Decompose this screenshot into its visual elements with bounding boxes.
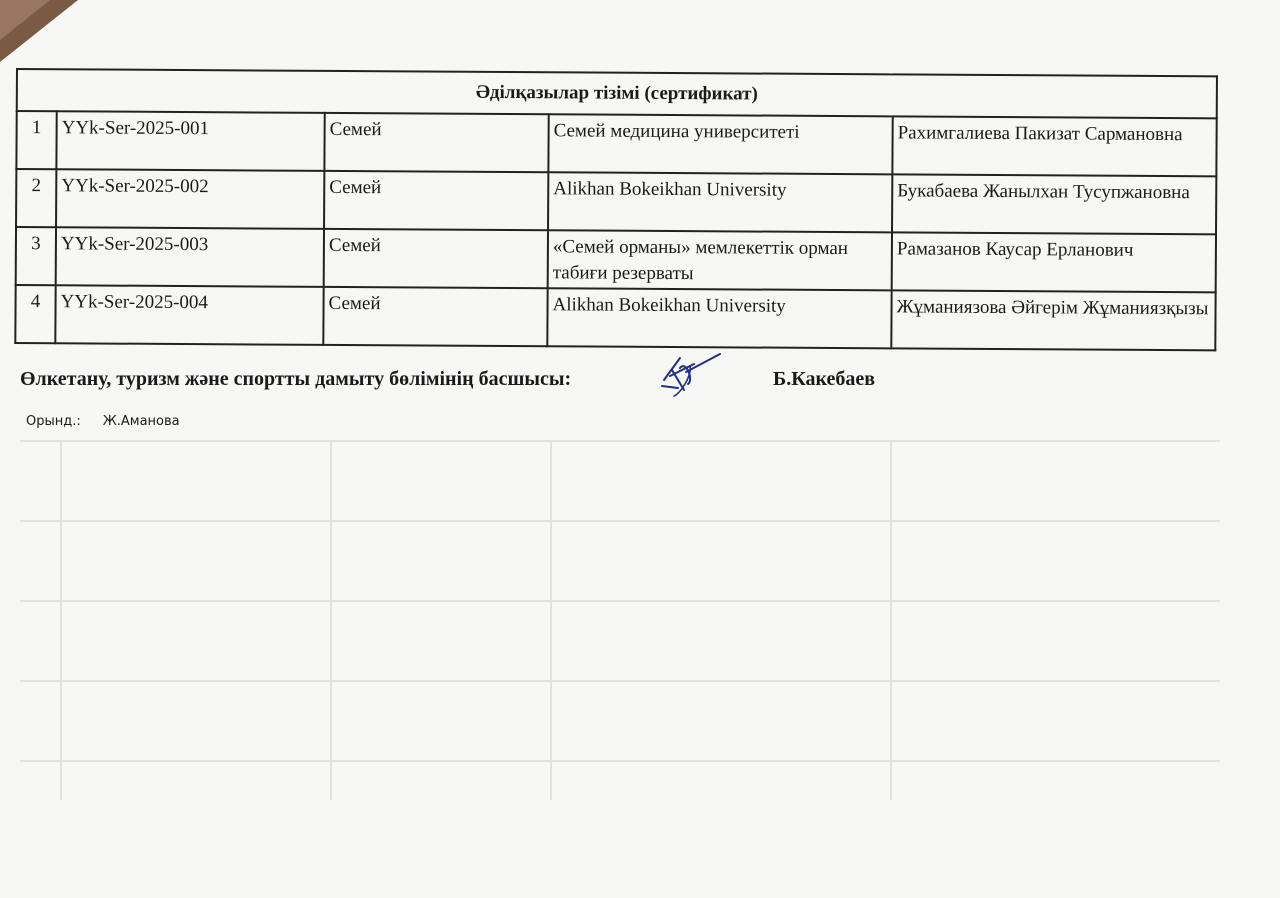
person-name-cell: Рахимгалиева Пакизат Сармановна <box>892 116 1216 176</box>
row-number: 1 <box>16 111 56 169</box>
organization-cell: Alikhan Bokeikhan University <box>547 288 891 348</box>
bleed-through-ghost-table <box>20 440 1220 880</box>
row-number: 3 <box>16 227 56 285</box>
city-cell: Семей <box>323 287 547 346</box>
executor-note <box>26 414 180 429</box>
table-row <box>16 111 1216 176</box>
city-cell: Семей <box>324 229 548 288</box>
organization-cell: Alikhan Bokeikhan University <box>548 172 892 232</box>
organization-cell: «Семей орманы» мемлекеттік орман табиғи резерваты <box>548 230 892 290</box>
handwritten-signature-icon <box>650 350 730 398</box>
table-row <box>16 169 1216 234</box>
table-title: Әділқазылар тізімі (сертификат) <box>17 69 1217 118</box>
certificate-code: YYk-Ser-2025-002 <box>56 169 324 229</box>
person-name-cell: Рамазанов Каусар Ерланович <box>892 232 1216 292</box>
jury-list-table <box>14 68 1218 351</box>
wood-background-highlight <box>0 0 50 40</box>
signatory-role: Өлкетану, туризм және спортты дамыту бөлімінің басшысы: <box>20 368 572 390</box>
certificate-code: YYk-Ser-2025-001 <box>56 111 324 171</box>
city-cell: Семей <box>324 113 548 172</box>
row-number: 2 <box>16 169 56 227</box>
executor-name: Ж.Аманова <box>102 414 180 429</box>
signatory-name: Б.Какебаев <box>773 368 876 390</box>
table-title-row <box>17 69 1217 118</box>
person-name-cell: Букабаева Жанылхан Тусупжановна <box>892 174 1216 234</box>
table-row <box>16 227 1216 292</box>
certificate-code: YYk-Ser-2025-004 <box>55 285 323 345</box>
organization-cell: Семей медицина университеті <box>548 114 892 174</box>
table-row <box>15 285 1215 350</box>
row-number: 4 <box>15 285 55 343</box>
city-cell: Семей <box>324 171 548 230</box>
executor-label: Орынд.: <box>26 414 81 429</box>
person-name-cell: Жұманиязова Әйгерім Жұманиязқызы <box>891 290 1215 350</box>
certificate-code: YYk-Ser-2025-003 <box>56 227 324 287</box>
